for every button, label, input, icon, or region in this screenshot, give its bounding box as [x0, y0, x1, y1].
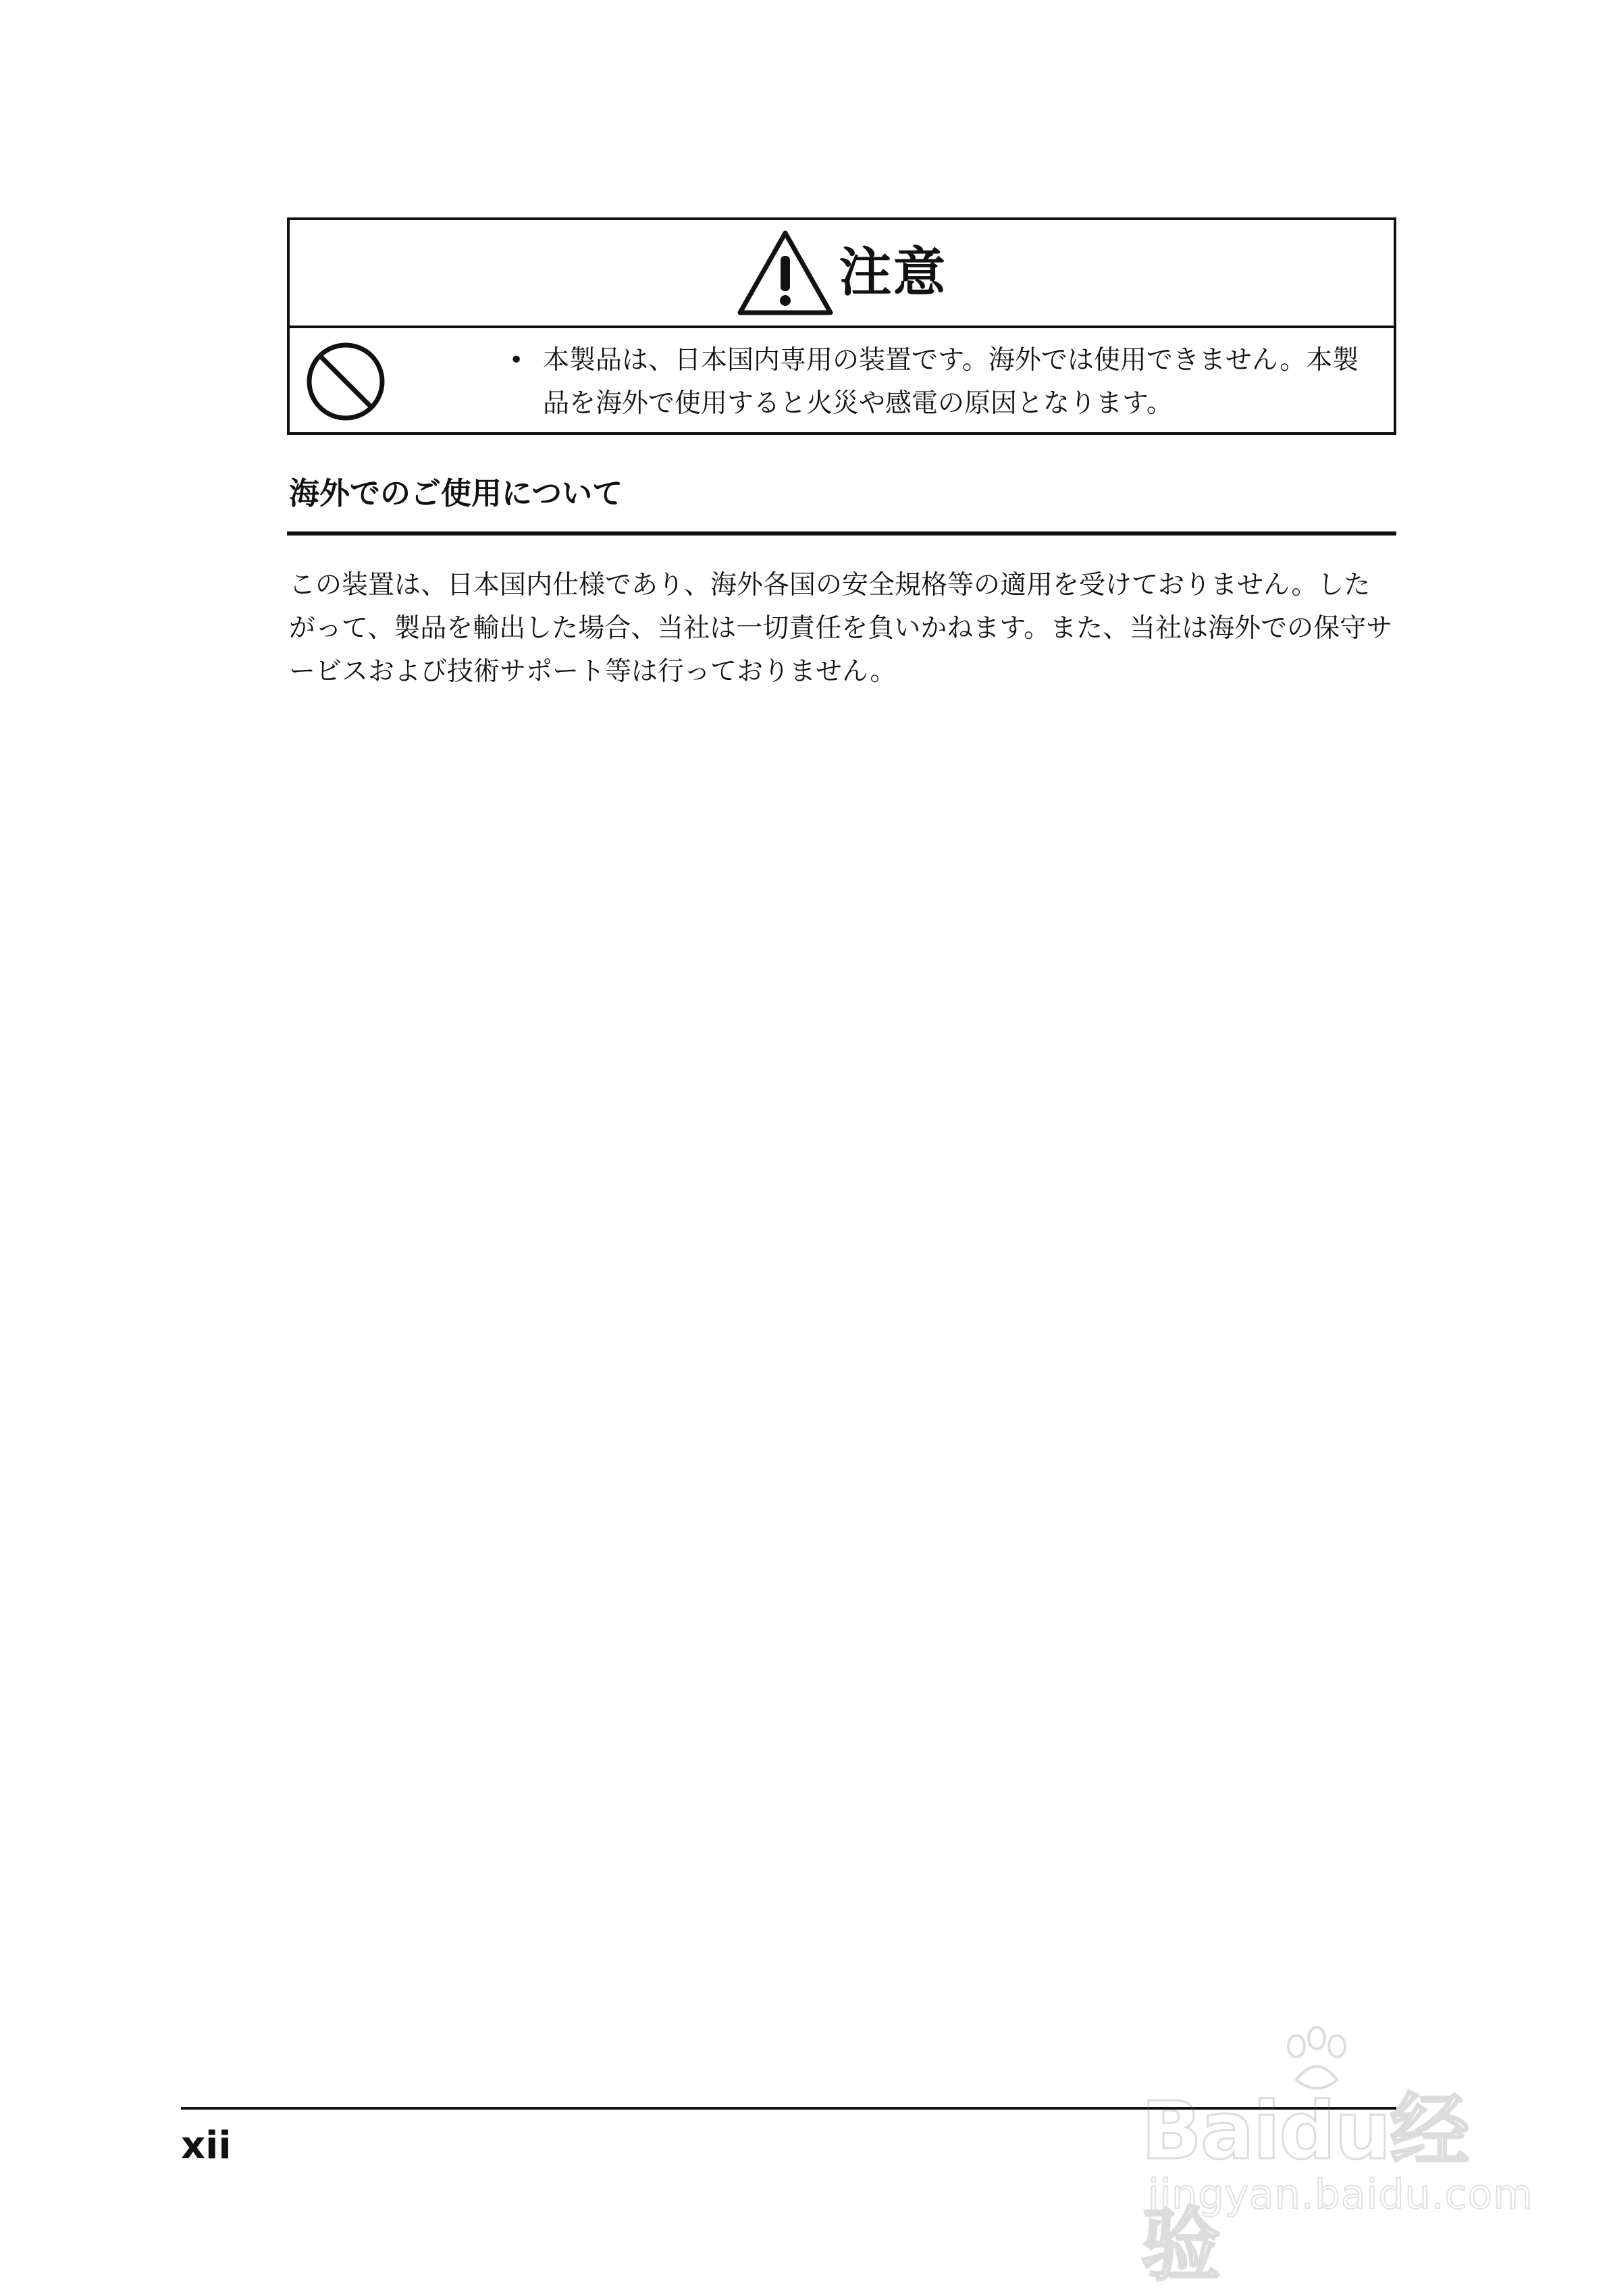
watermark-url: jingyan.baidu.com	[1148, 2171, 1533, 2218]
page-number: xii	[181, 2124, 232, 2168]
caution-item-text: 本製品は、日本国内専用の装置です。海外では使用できません。本製品を海外で使用すると火災や感電の原因となります。	[543, 345, 1359, 419]
bullet: •	[509, 346, 524, 374]
caution-box	[287, 217, 1396, 435]
caution-body	[290, 325, 1394, 432]
section-body: この装置は、日本国内仕様であり、海外各国の安全規格等の適用を受けておりません。したがって、製品を輸出した場合、当社は一切責任を負いかねます。また、当社は海外での保守サービスおよび技術サポート等は行っておりません。	[289, 570, 1393, 687]
warning-triangle-icon	[736, 228, 835, 318]
caution-title: 注意	[839, 242, 947, 303]
caution-item	[502, 339, 1380, 425]
prohibition-icon	[305, 340, 387, 425]
watermark	[1121, 2026, 1533, 2292]
caution-header	[290, 220, 1394, 328]
watermark-brand: Baidu经验	[1141, 2084, 1469, 2292]
section-divider	[287, 531, 1396, 536]
section-title: 海外でのご使用について	[289, 475, 623, 511]
